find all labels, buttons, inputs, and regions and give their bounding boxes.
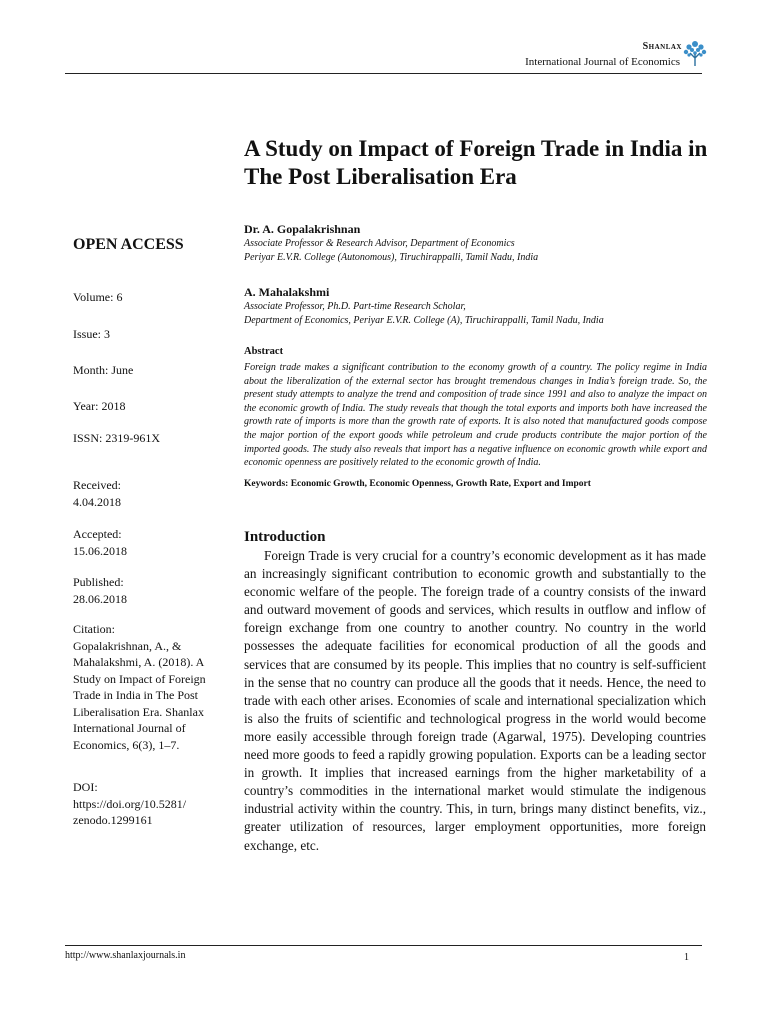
footer-divider	[65, 945, 702, 946]
issn: ISSN: 2319-961X	[73, 431, 161, 445]
keywords: Keywords: Economic Growth, Economic Openness, Growth Rate, Export and Import	[244, 478, 591, 489]
citation-label: Citation:	[73, 622, 115, 636]
doi-link-continued[interactable]: zenodo.1299161	[73, 813, 153, 827]
journal-name: International Journal of Economics	[525, 56, 680, 68]
received-date	[73, 477, 213, 510]
issue: Issue: 3	[73, 327, 110, 341]
abstract-heading: Abstract	[244, 346, 284, 357]
published-label: Published:	[73, 575, 124, 589]
publisher-brand: Shanlax	[642, 41, 682, 52]
published-value: 28.06.2018	[73, 591, 127, 606]
header-divider	[65, 73, 702, 74]
citation-text: Gopalakrishnan, A., & Mahalakshmi, A. (2018). A Study on Impact of Foreign Trade in India in The Post Liberalisation Era. Shanlax International Journal of Economics, 6(3), 1–7.	[73, 638, 206, 752]
page-number: 1	[684, 952, 689, 963]
open-access-label: OPEN ACCESS	[73, 236, 184, 253]
published-date	[73, 574, 213, 607]
doi-label: DOI:	[73, 780, 98, 794]
received-value: 4.04.2018	[73, 494, 121, 509]
accepted-label: Accepted:	[73, 527, 122, 541]
footer-url-link[interactable]: http://www.shanlaxjournals.in	[65, 950, 186, 961]
year: Year: 2018	[73, 399, 126, 413]
author-affiliation: Associate Professor, Ph.D. Part-time Research Scholar,	[244, 301, 466, 312]
author-affiliation: Associate Professor & Research Advisor, Department of Economics	[244, 238, 515, 249]
received-label: Received:	[73, 478, 121, 492]
introduction-text: Foreign Trade is very crucial for a country’s economic development as it has made an increasingly significant contribution to economic growth and substantially to the economic welfare of the people. The foreign trade of a country consists of the inward and outward movement of goods and services, which results in outflow and inflow of foreign exchange from one country to another country. No country in the world possesses the adequate facilities for economical production of all the goods and services that are consumed by its people. This implies that no country is self-sufficient in the sense that no country can produce all the goods that it needs. Hence, the need to trade with each other arises. Economies of scale and international specialization which is also the fruits of scientific and technological progress in the world would become more easily accessible through foreign trade (Agarwal, 1975). Developing countries need more goods to feed a rapidly growing population. Exports can be a leading sector in growth. It implies that increased earnings from the higher marketability of a country’s commodities in the international market would stimulate the indigenous industrial activity within the country. This, in turn, brings many distinct benefits, viz., greater utilization of resources, larger employment opportunities, more foreign exchange, etc.	[244, 548, 706, 853]
introduction-heading: Introduction	[244, 529, 326, 545]
abstract-section	[244, 346, 707, 489]
author-name: A. Mahalakshmi	[244, 285, 330, 299]
paper-title: A Study on Impact of Foreign Trade in India in The Post Liberalisation Era	[244, 136, 708, 189]
doi-link[interactable]: https://doi.org/10.5281/	[73, 796, 187, 811]
accepted-value: 15.06.2018	[73, 543, 127, 558]
abstract-text: Foreign trade makes a significant contribution to the economy growth of a country. The policy regime in India about the liberalization of the external sector has brought tremendous changes in India’s foreign trade. So, the present study attempts to analyze the trend and composition of trade since 1991 and also to analyze the impact on the economic growth of India. The study reveals that though the total exports and imports both have increased the growth rate of imports is more than the growth rate of exports. It is also noted that manufactured goods compose the major portion of the export goods while petroleum and crude products contribute the major portion of the imported goods. The study also reveals that import has a negative influence on economic growth while export and economic openness are positively related to the economic growth of India.	[244, 362, 707, 469]
tree-logo-icon	[682, 38, 708, 68]
author-block	[244, 285, 714, 328]
month: Month: June	[73, 363, 134, 377]
author-affiliation: Periyar E.V.R. College (Autonomous), Tiruchirappalli, Tamil Nadu, India	[244, 252, 539, 263]
doi	[73, 779, 213, 829]
volume: Volume: 6	[73, 290, 123, 304]
accepted-date	[73, 526, 213, 559]
author-name: Dr. A. Gopalakrishnan	[244, 222, 361, 236]
author-affiliation: Department of Economics, Periyar E.V.R. College (A), Tiruchirappalli, Tamil Nadu, India	[244, 315, 604, 326]
author-block	[244, 222, 714, 265]
citation	[73, 621, 213, 753]
